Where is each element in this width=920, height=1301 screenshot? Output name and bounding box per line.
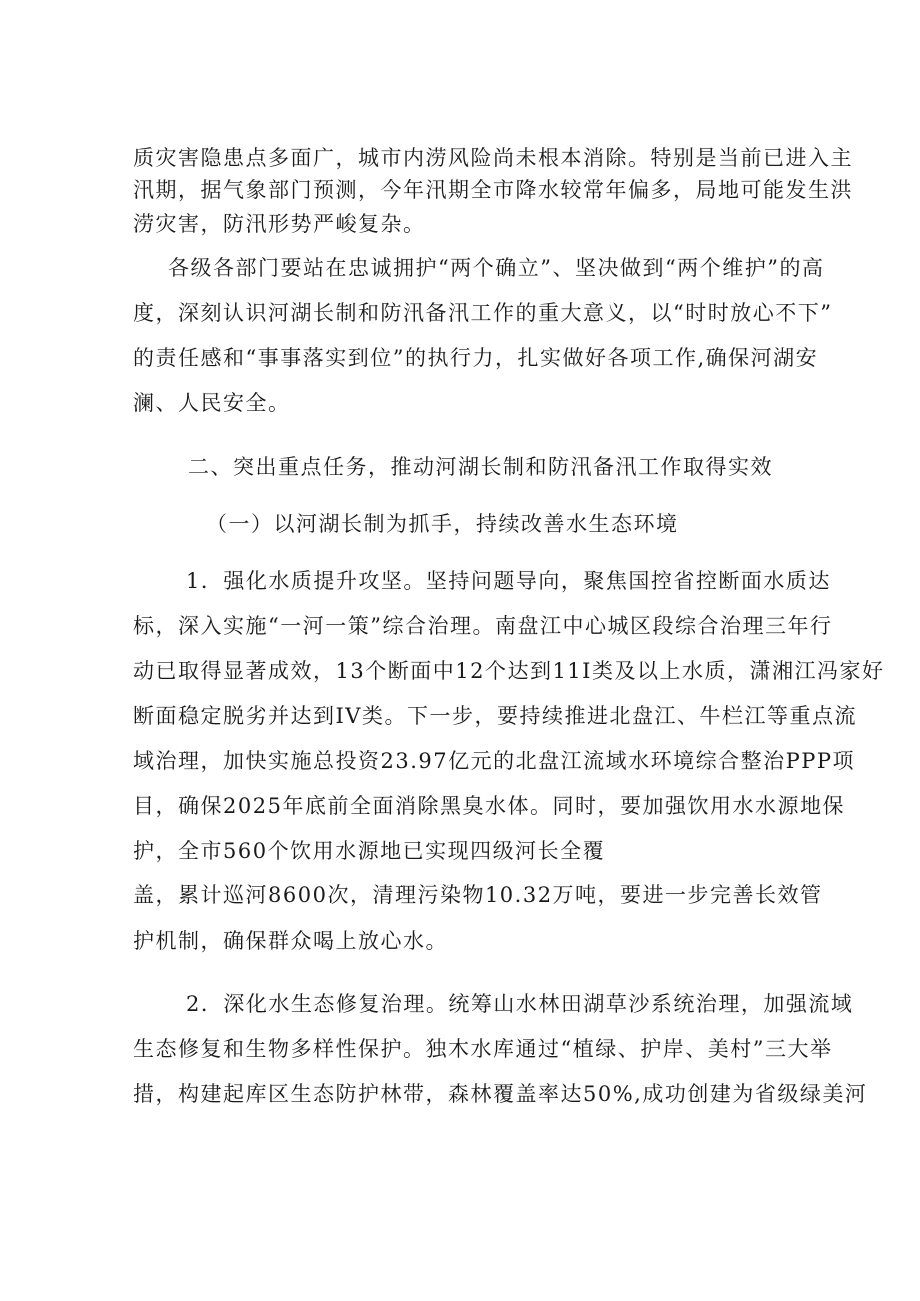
text-line: 目，确保2025年底前全面消除黑臭水体。同时，要加强饮用水水源地保 xyxy=(133,794,845,818)
text-line: 生态修复和生物多样性保护。独木水库通过“植绿、护岸、美村”三大举 xyxy=(133,1037,833,1061)
text-line: 涝灾害，防汛形势严峻复杂。 xyxy=(133,212,426,236)
text-line: 动已取得显著成效，13个断面中12个达到11I类及以上水质，潇湘江冯家好 xyxy=(133,659,885,683)
subsection-heading: （一）以河湖长制为抓手，持续改善水生态环境 xyxy=(206,512,679,536)
text-line: 2．深化水生态修复治理。统筹山水林田湖草沙系统治理，加强流域 xyxy=(186,992,854,1016)
text-line: 护机制，确保群众喝上放心水。 xyxy=(133,929,448,953)
text-line: 的责任感和“事事落实到位”的执行力，扎实做好各项工作,确保河湖安 xyxy=(133,346,819,370)
text-line: 1．强化水质提升攻坚。坚持问题导向，聚焦国控省控断面水质达 xyxy=(186,569,831,593)
text-line: 措，构建起库区生态防护林带，森林覆盖率达50%,成功创建为省级绿美河 xyxy=(133,1082,868,1106)
text-line: 各级各部门要站在忠诚拥护“两个确立”、坚决做到“两个维护”的高 xyxy=(168,256,825,280)
text-line: 质灾害隐患点多面广，城市内涝风险尚未根本消除。特别是当前已进入主 xyxy=(133,146,853,170)
text-line: 标，深入实施“一河一策”综合治理。南盘江中心城区段综合治理三年行 xyxy=(133,614,833,638)
text-line: 澜、人民安全。 xyxy=(133,391,291,415)
text-line: 域治理，加快实施总投资23.97亿元的北盘江流域水环境综合整治PPP项 xyxy=(133,749,856,773)
section-heading: 二、突出重点任务，推动河湖长制和防汛备汛工作取得实效 xyxy=(188,455,773,479)
text-line: 断面稳定脱劣并达到IV类。下一步，要持续推进北盘江、牛栏江等重点流 xyxy=(133,704,857,728)
text-line: 汛期，据气象部门预测，今年汛期全市降水较常年偏多，局地可能发生洪 xyxy=(133,178,853,202)
text-line: 盖，累计巡河8600次，清理污染物10.32万吨，要进一步完善长效管 xyxy=(133,883,823,907)
text-line: 度，深刻认识河湖长制和防汛备汛工作的重大意义，以“时时放心不下” xyxy=(133,301,833,325)
text-line: 护，全市560个饮用水源地已实现四级河长全覆 xyxy=(133,839,606,863)
